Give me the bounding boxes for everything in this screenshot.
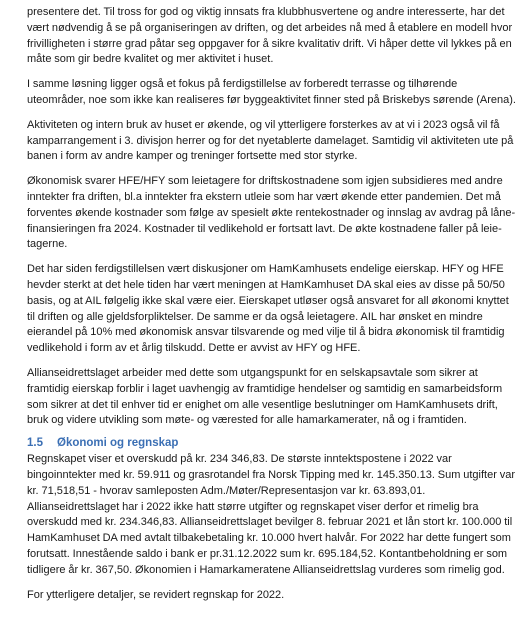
document-page [27, 5, 517, 612]
paragraph-activity: Aktiviteten og intern bruk av huset er økende, og vil ytterligere forsterkes av at vi i 2023 også vil få kamparrangement i 3. divisjon herrer og for det nyetablerte damelaget. Samtidig vil aktiviteten ute på banen i form av andre kamper og treninger fortsette med stor styrke. [27, 118, 514, 163]
paragraph-alliance-agreement: Allianseidrettslaget arbeider med dette som utgangspunkt for en selskapsavtale som sikrer at framtidig eierskap forblir i laget uavhengig av framtidige hendelser og samtidig en samarbeidsform som sikrer at det til enhver tid er enighet om alle vesentlige beslutninger om HamKamhusets drift, bruk og videre utvikling som møte- og værested for alle hamarkamerater, nå og i framtiden. [27, 366, 503, 427]
paragraph-details: For ytterligere detaljer, se revidert regnskap for 2022. [27, 588, 285, 601]
paragraph-accounts: Regnskapet viser et overskudd på kr. 234 346,83. De største inntektspostene i 2022 var bingoinntekter med kr. 59.911 og grasrotandel fra Norsk Tipping med kr. 145.350.13. Sum utgifter var kr. 71,518,51 - hvorav samleposten Adm./Møter/Representasjon var kr. 63.893,01. Allianseidrettslaget har i 2022 ikke hatt større utgifter og regnskapet viser derfor et rimelig bra overskudd med kr. 234.346,83. Allianseidrettslaget bevilger 8. februar 2021 et lån stort kr. 100.000 til HamKamhuset DA med avtalt tilbakebetaling kr. 10.000 hvert halvår. For 2022 har dette fungert som forutsatt. Innestående saldo i bank er pr.31.12.2022 sum kr. 695.184,52. Kontantbeholdning er som tidligere år kr. 367,50. Økonomien i Hamarkameratene Allianseidrettslag vurderes som rimelig god. [27, 453, 515, 576]
paragraph-clubhouse-organization: presentere det. Til tross for god og viktig innsats fra klubbhusvertene og andre interesserte, har det vært nødvendig å se på organiseringen av driften, og det arbeides nå med å etablere en modell hvor frivilligheten i større grad påtar seg oppgaver for å sikre kvalitativ drift. Vi håper dette vil lykkes på en måte som gir bedre kvalitet og mer aktivitet i huset. [27, 6, 513, 66]
section-number: 1.5 [27, 437, 43, 450]
paragraph-terrace: I samme løsning ligger også et fokus på ferdigstillelse av forberedt terrasse og tilhørende uteområder, noe som ikke kan realiseres før byggeaktivitet finner sted på Briskebys sørende (Arena). [27, 78, 516, 106]
paragraph-ownership: Det har siden ferdigstillelsen vært diskusjoner om HamKamhusets endelige eierskap. HFY og HFE hevder sterkt at det hele tiden har vært meningen at HamKamhuset DA skal eies av disse på 50/50 basis, og at AIL følgelig ikke skal være eier. Eierskapet utløser også ansvaret for all økonomi knyttet til driften og alle gjeldsforpliktelser. De samme er da også leietagere. AIL har ønsket en mindre eierandel på 10% med økonomisk ansvar tilsvarende og med vilje til å bidra økonomisk til framtidig vedlikehold i form av et årlig tilskudd. Dette er avvist av HFY og HFE. [27, 263, 509, 355]
paragraph-economy: Økonomisk svarer HFE/HFY som leietagere for driftskostnadene som igjen subsidieres med andre inntekter fra driften, bl.a inntekter fra ekstern utleie som har vært økende etter pandemien. Det må forventes økende kostnader som følge av spesielt økte rentekostnader og innslag av avdrag på låne-finansieringen fra 2024. Kostnader til vedlikehold er fortsatt lavt. De økte kostnadene faller på leie-tagerne. [27, 175, 516, 251]
section-heading [27, 436, 517, 451]
section-title: Økonomi og regnskap [57, 437, 179, 450]
